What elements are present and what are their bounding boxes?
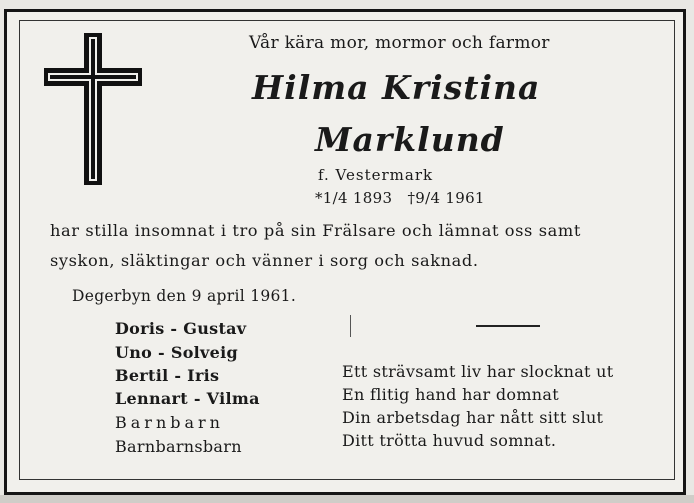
mourner-line: Uno - Solveig [115, 343, 238, 362]
mourner-line: Barnbarn [115, 413, 224, 432]
vertical-divider [350, 315, 351, 337]
poem-line: Din arbetsdag har nått sitt slut [342, 408, 604, 427]
mourner-line: Barnbarnsbarn [115, 437, 242, 456]
intro-text: Vår kära mor, mormor och farmor [249, 33, 550, 53]
mourner-line: Lennart - Vilma [115, 389, 260, 408]
mourner-line: Doris - Gustav [115, 319, 247, 338]
deceased-name-first: Hilma Kristina [252, 68, 541, 107]
poem-line: En flitig hand har domnat [342, 385, 559, 404]
birth-death-dates: *1/4 1893 †9/4 1961 [315, 189, 485, 207]
poem-line: Ett strävsamt liv har slocknat ut [342, 362, 614, 381]
poem-line: Ditt trötta huvud somnat. [342, 431, 557, 450]
page-edge [0, 495, 694, 503]
born-name: f. Vestermark [318, 166, 434, 184]
poem-separator [476, 325, 540, 327]
body-text-line-1: har stilla insomnat i tro på sin Frälsare och lämnat oss samt [50, 221, 581, 240]
deceased-name-last: Marklund [315, 120, 505, 159]
body-text-line-2: syskon, släktingar och vänner i sorg och saknad. [50, 251, 479, 270]
cross-icon [44, 33, 142, 185]
place-and-date: Degerbyn den 9 april 1961. [72, 287, 297, 305]
mourner-line: Bertil - Iris [115, 366, 220, 385]
